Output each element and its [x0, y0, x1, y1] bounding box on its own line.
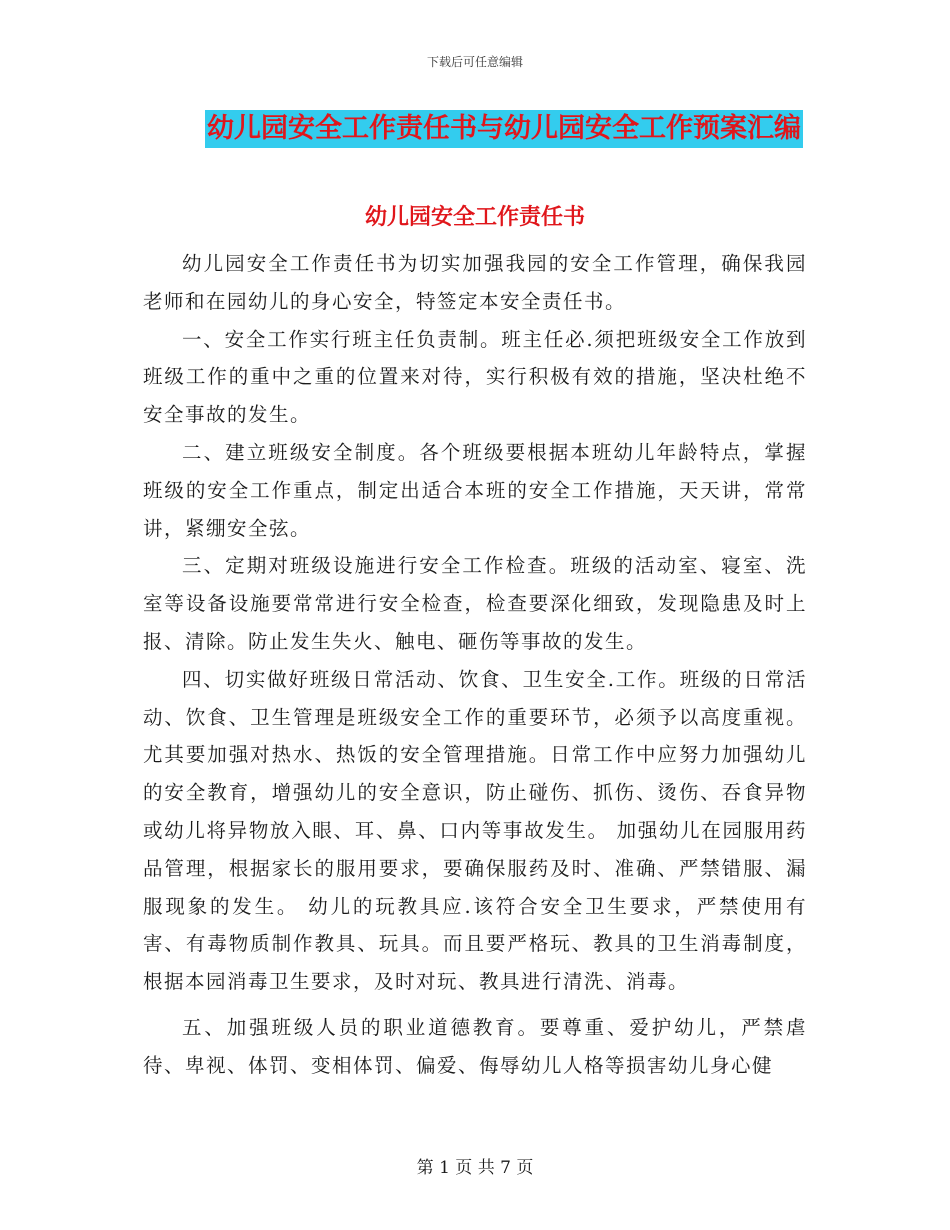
page-number-footer: 第 1 页 共 7 页: [416, 1158, 534, 1178]
paragraph-intro: 幼儿园安全工作责任书为切实加强我园的安全工作管理，确保我园老师和在园幼儿的身心安全，特签定本安全责任书。: [143, 252, 807, 313]
document-body: [143, 245, 807, 1085]
section-title: 幼儿园安全工作责任书: [364, 205, 585, 230]
paragraph-item-3: 三、定期对班级设施进行安全工作检查。班级的活动室、寝室、洗室等设备设施要常常进行安全检查，检查要深化细致，发现隐患及时上报、清除。防止发生失火、触电、砸伤等事故的发生。: [143, 554, 807, 653]
paragraph-item-4: 四、切实做好班级日常活动、饮食、卫生安全.工作。班级的日常活动、饮食、卫生管理是班级安全工作的重要环节，必须予以高度重视。尤其要加强对热水、热饭的安全管理措施。日常工作中应努力加强幼儿的安全教育，增强幼儿的安全意识，防止碰伤、抓伤、烫伤、吞食异物或幼儿将异物放入眼、耳、鼻、口内等事故发生。 加强幼儿在园服用药品管理，根据家长的服用要求，要确保服药及时、准确、严禁错服、漏服现象的发生。 幼儿的玩教具应.该符合安全卫生要求，严禁使用有害、有毒物质制作教具、玩具。而且要严格玩、教具的卫生消毒制度，根据本园消毒卫生要求，及时对玩、教具进行清洗、消毒。: [143, 667, 807, 994]
paragraph-item-5: 五、加强班级人员的职业道德教育。要尊重、爱护幼儿，严禁虐待、卑视、体罚、变相体罚、偏爱、侮辱幼儿人格等损害幼儿身心健: [143, 1015, 807, 1077]
header-note: 下载后可任意编辑: [426, 55, 523, 69]
paragraph-item-1: 一、安全工作实行班主任负责制。班主任必.须把班级安全工作放到班级工作的重中之重的位置来对待，实行积极有效的措施，坚决杜绝不安全事故的发生。: [143, 327, 807, 427]
paragraph-item-2: 二、建立班级安全制度。各个班级要根据本班幼儿年龄特点，掌握班级的安全工作重点，制定出适合本班的安全工作措施，天天讲，常常讲，紧绷安全弦。: [143, 440, 807, 540]
document-title: 幼儿园安全工作责任书与幼儿园安全工作预案汇编: [205, 110, 803, 148]
